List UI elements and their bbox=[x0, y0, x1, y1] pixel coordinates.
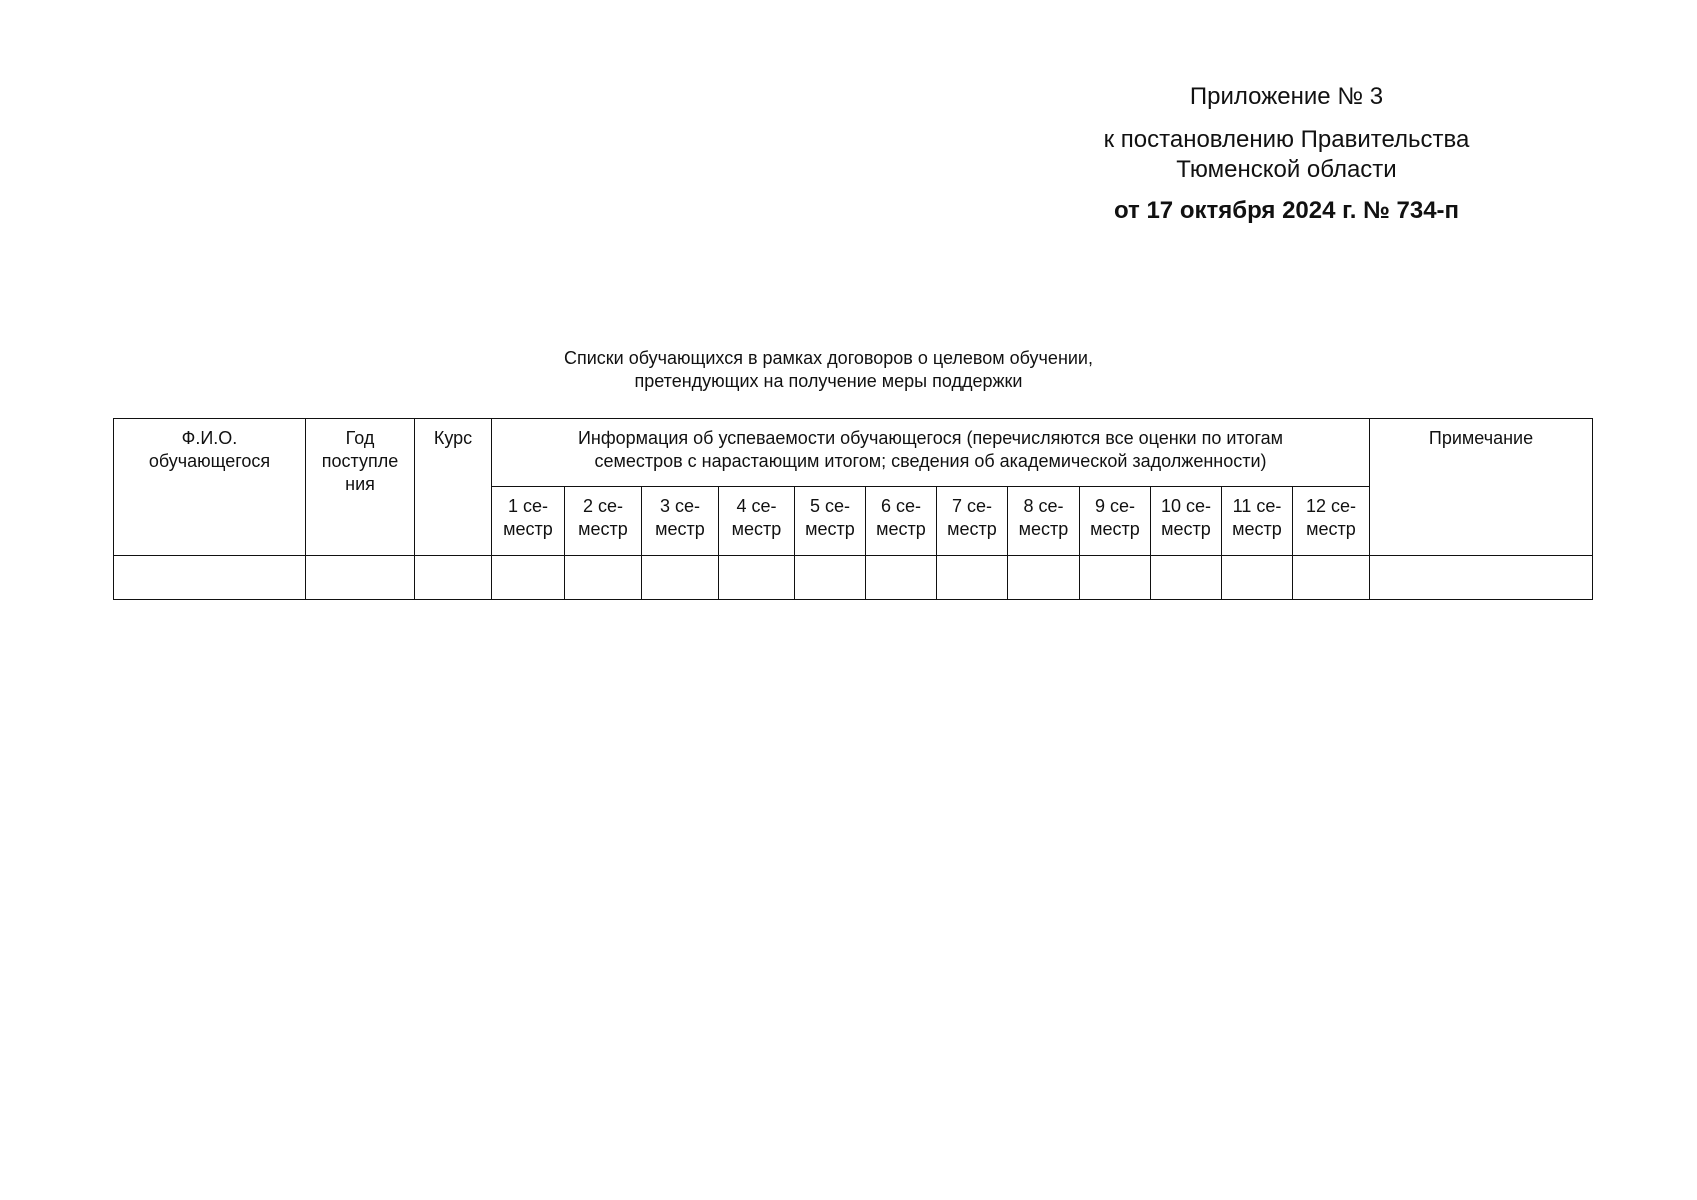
column-header-performance-line1: Информация об успеваемости обучающегося (перечисляются все оценки по итогам bbox=[577, 428, 1284, 448]
cell-semester-9 bbox=[1080, 556, 1151, 600]
semester-header-11 bbox=[1222, 487, 1293, 556]
semester-header-3-top: 3 се- bbox=[659, 496, 701, 516]
document-title bbox=[0, 347, 1697, 393]
semester-header-11-top: 11 се- bbox=[1232, 496, 1282, 516]
semester-header-8 bbox=[1008, 487, 1080, 556]
column-header-note bbox=[1370, 419, 1593, 556]
semester-header-5 bbox=[795, 487, 866, 556]
semester-header-6-bottom: местр bbox=[876, 519, 926, 539]
column-header-admission-year bbox=[306, 419, 415, 556]
resolution-date-number: от 17 октября 2024 г. № 734-п bbox=[1113, 197, 1460, 224]
semester-header-10-bottom: местр bbox=[1161, 519, 1211, 539]
semester-header-2-top: 2 се- bbox=[582, 496, 624, 516]
semester-header-9-bottom: местр bbox=[1090, 519, 1140, 539]
students-table bbox=[113, 418, 1593, 600]
column-header-year-line1: Год bbox=[345, 428, 375, 448]
cell-semester-12 bbox=[1293, 556, 1370, 600]
cell-semester-5 bbox=[795, 556, 866, 600]
semester-header-9-top: 9 се- bbox=[1094, 496, 1136, 516]
semester-header-4-bottom: местр bbox=[731, 519, 782, 539]
semester-header-9 bbox=[1080, 487, 1151, 556]
semester-header-11-bottom: местр bbox=[1232, 519, 1282, 539]
column-header-year-line3: ния bbox=[345, 474, 375, 494]
semester-header-7-bottom: местр bbox=[947, 519, 997, 539]
semester-header-7 bbox=[937, 487, 1008, 556]
cell-semester-7 bbox=[937, 556, 1008, 600]
semester-header-7-top: 7 се- bbox=[951, 496, 993, 516]
document-title-line1: Списки обучающихся в рамках договоров о целевом обучении, bbox=[563, 348, 1093, 368]
semester-header-3-bottom: местр bbox=[655, 519, 705, 539]
cell-semester-10 bbox=[1151, 556, 1222, 600]
resolution-reference-line2: Тюменской области bbox=[1176, 156, 1397, 183]
semester-header-5-bottom: местр bbox=[805, 519, 855, 539]
document-title-line2: претендующих на получение меры поддержки bbox=[634, 371, 1023, 391]
column-header-fio-line1: Ф.И.О. bbox=[181, 428, 238, 448]
semester-header-12 bbox=[1293, 487, 1370, 556]
column-header-course-label: Курс bbox=[433, 428, 473, 448]
semester-header-1-top: 1 се- bbox=[507, 496, 549, 516]
cell-semester-11 bbox=[1222, 556, 1293, 600]
semester-header-10-top: 10 се- bbox=[1160, 496, 1212, 516]
appendix-header bbox=[1040, 82, 1640, 226]
semester-header-2-bottom: местр bbox=[578, 519, 628, 539]
cell-course bbox=[415, 556, 492, 600]
semester-header-5-top: 5 се- bbox=[809, 496, 851, 516]
cell-semester-3 bbox=[642, 556, 719, 600]
column-header-performance bbox=[492, 419, 1370, 487]
column-header-note-label: Примечание bbox=[1428, 428, 1534, 448]
column-header-fio-line2: обучающегося bbox=[148, 451, 271, 471]
table-row bbox=[114, 556, 1593, 600]
semester-header-12-bottom: местр bbox=[1306, 519, 1356, 539]
cell-admission-year bbox=[306, 556, 415, 600]
resolution-reference-line1: к постановлению Правительства bbox=[1103, 126, 1470, 153]
semester-header-4-top: 4 се- bbox=[736, 496, 777, 516]
cell-note bbox=[1370, 556, 1593, 600]
semester-header-10 bbox=[1151, 487, 1222, 556]
semester-header-8-bottom: местр bbox=[1018, 519, 1069, 539]
column-header-fio bbox=[114, 419, 306, 556]
cell-semester-1 bbox=[492, 556, 565, 600]
cell-fio bbox=[114, 556, 306, 600]
semester-header-6-top: 6 се- bbox=[880, 496, 922, 516]
table-header-row bbox=[114, 419, 1593, 487]
semester-header-6 bbox=[866, 487, 937, 556]
semester-header-8-top: 8 се- bbox=[1023, 496, 1064, 516]
semester-header-2 bbox=[565, 487, 642, 556]
semester-header-1 bbox=[492, 487, 565, 556]
cell-semester-6 bbox=[866, 556, 937, 600]
semester-header-3 bbox=[642, 487, 719, 556]
column-header-year-line2: поступле bbox=[321, 451, 399, 471]
semester-header-12-top: 12 се- bbox=[1305, 496, 1357, 516]
semester-header-4 bbox=[719, 487, 795, 556]
column-header-course bbox=[415, 419, 492, 556]
column-header-performance-line2: семестров с нарастающим итогом; сведения об академической задолженности) bbox=[594, 451, 1267, 471]
cell-semester-4 bbox=[719, 556, 795, 600]
semester-header-1-bottom: местр bbox=[503, 519, 553, 539]
cell-semester-8 bbox=[1008, 556, 1080, 600]
cell-semester-2 bbox=[565, 556, 642, 600]
appendix-number: Приложение № 3 bbox=[1189, 83, 1384, 110]
